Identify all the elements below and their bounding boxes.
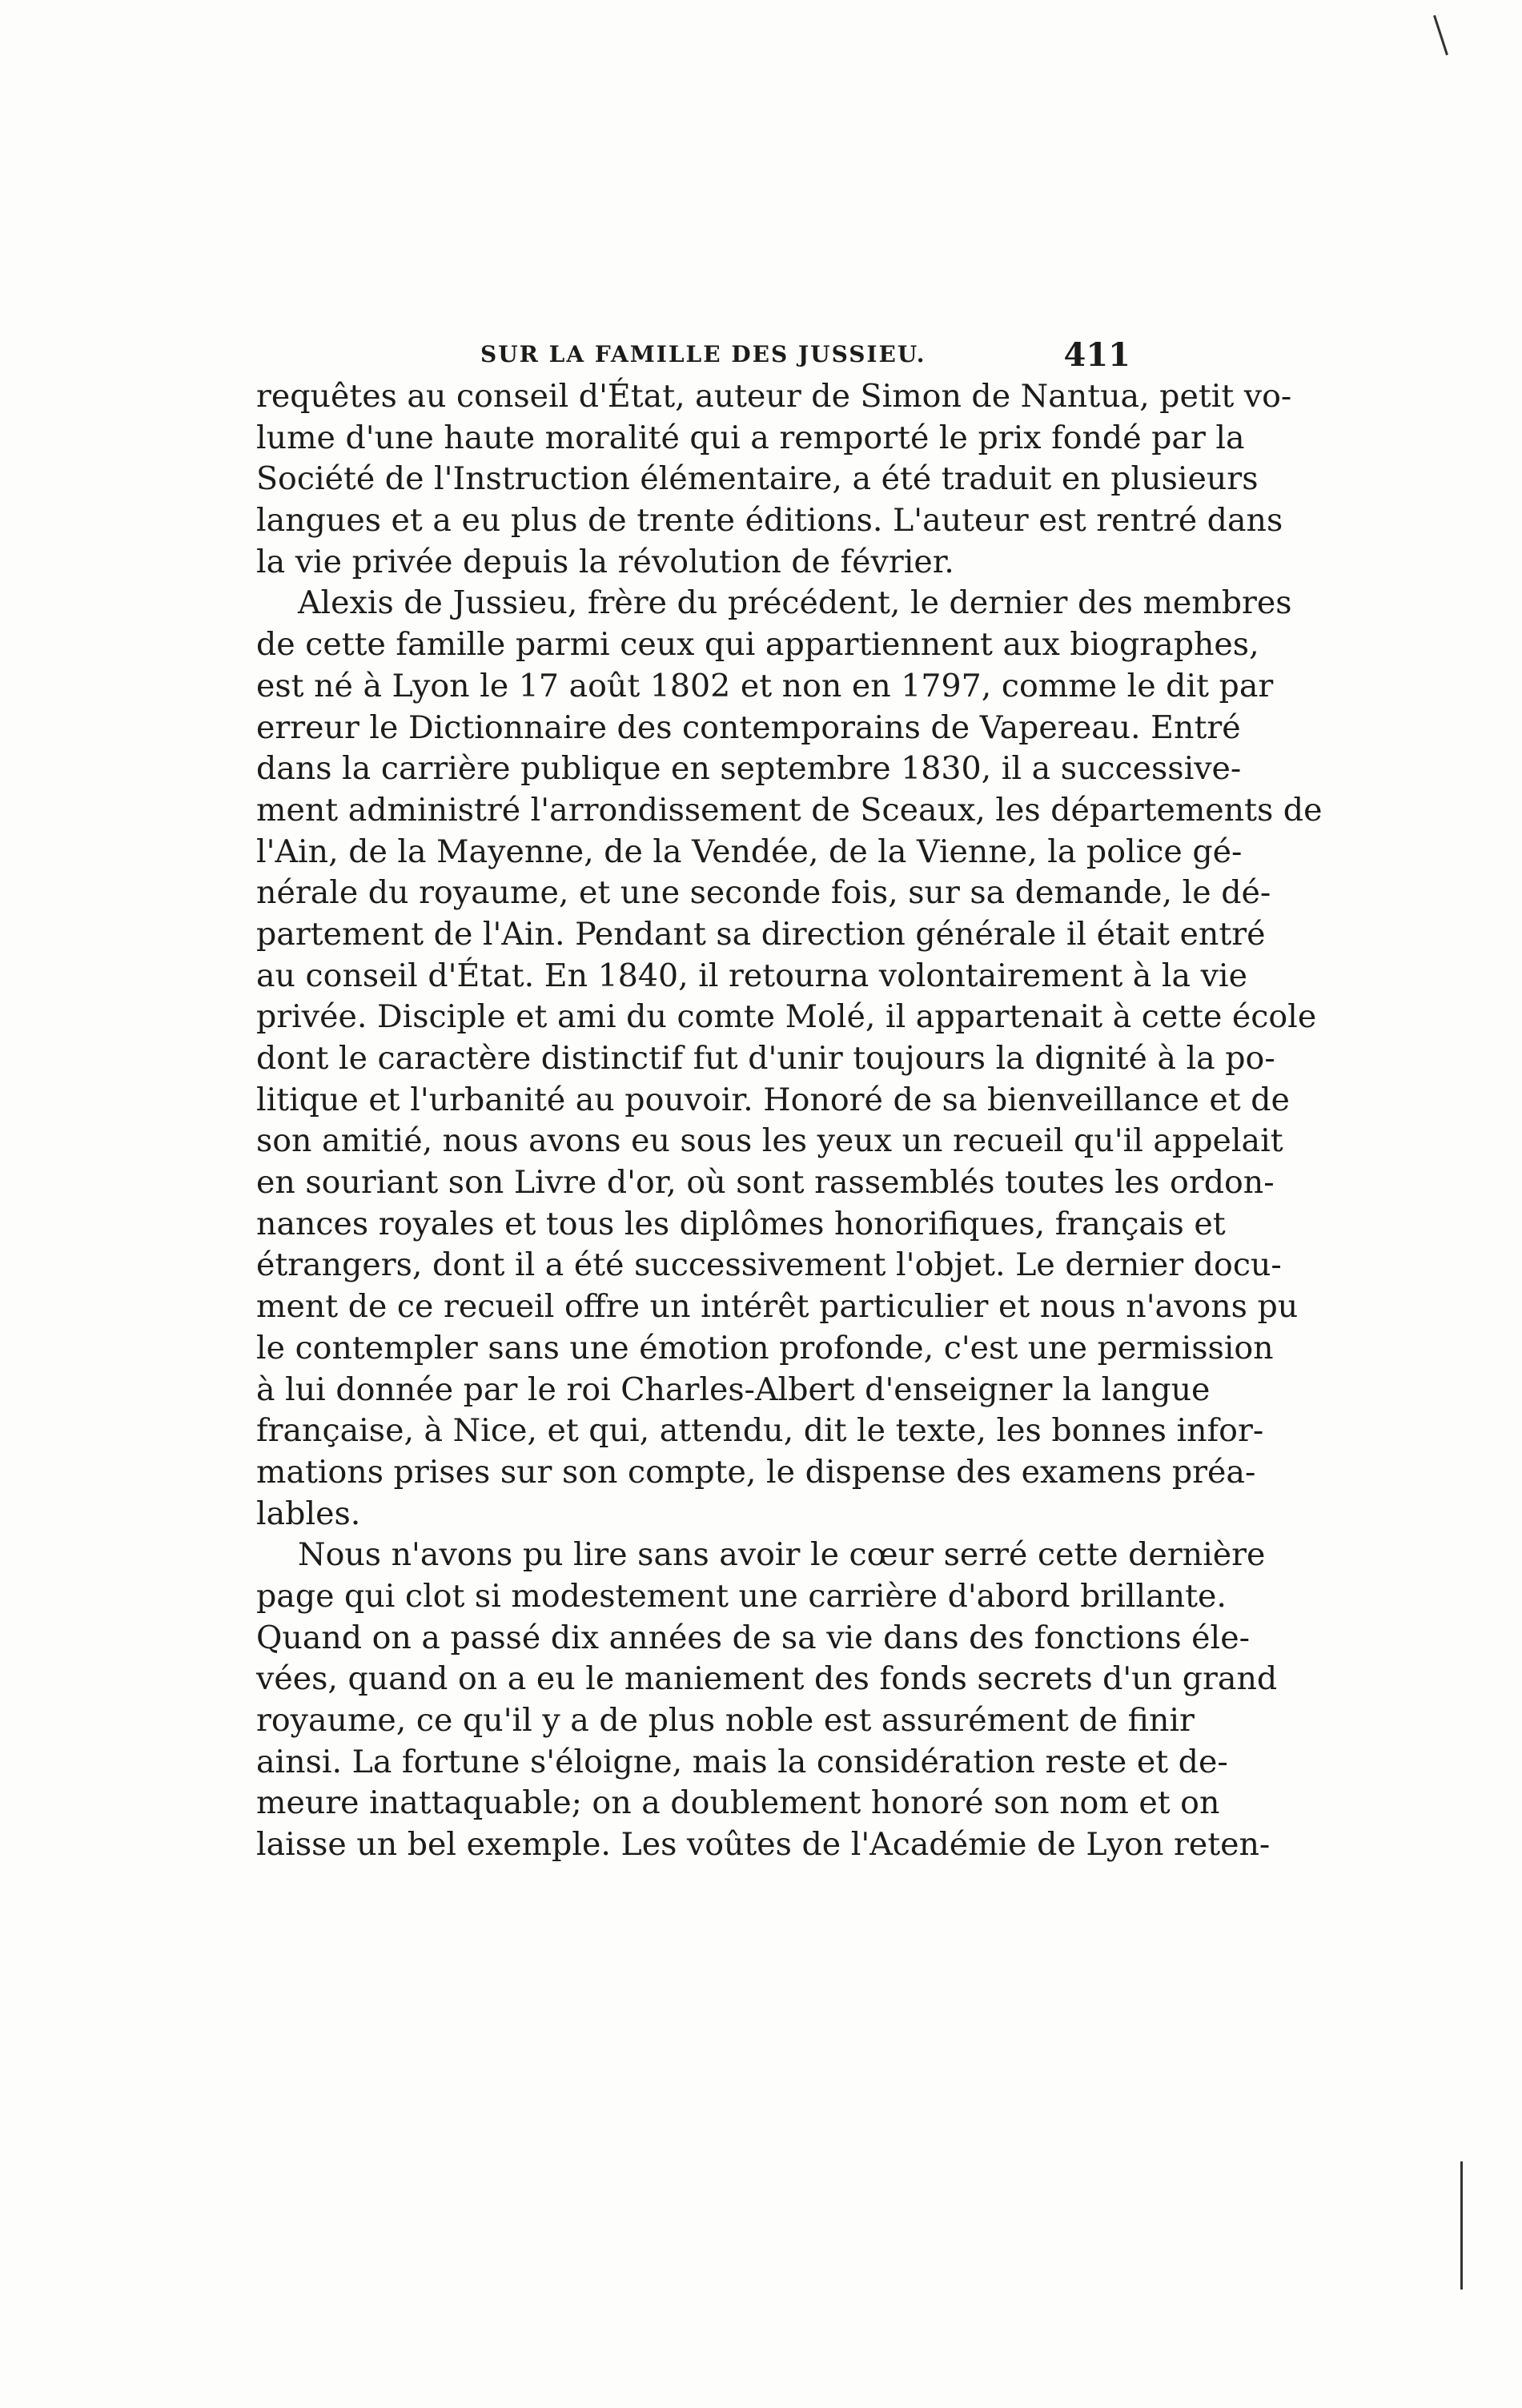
text-line: son amitié, nous avons eu sous les yeux un recueil qu'il appelait — [256, 1122, 1283, 1160]
text-line: à lui donnée par le roi Charles-Albert d'enseigner la langue — [256, 1371, 1211, 1408]
text-line: litique et l'urbanité au pouvoir. Honoré de sa bienveillance et de — [256, 1081, 1290, 1118]
text-line: meure inattaquable; on a doublement honoré son nom et on — [256, 1784, 1220, 1822]
text-line: au conseil d'État. En 1840, il retourna volontairement à la vie — [256, 957, 1247, 994]
text-line: ment de ce recueil offre un intérêt particulier et nous n'avons pu — [256, 1288, 1299, 1326]
text-line: nérale du royaume, et une seconde fois, sur sa demande, le dé- — [256, 874, 1271, 912]
text-line: Quand on a passé dix années de sa vie dans des fonctions éle- — [256, 1619, 1250, 1656]
paragraph-1 — [256, 376, 1292, 583]
text-line: lables. — [256, 1495, 361, 1532]
page-number: 411 — [1063, 336, 1130, 374]
running-head: SUR LA FAMILLE DES JUSSIEU. — [480, 341, 926, 367]
text-line: partement de l'Ain. Pendant sa direction générale il était entré — [256, 915, 1266, 953]
text-line: mations prises sur son compte, le dispense des examens préa- — [256, 1453, 1256, 1491]
text-line: royaume, ce qu'il y a de plus noble est assurément de finir — [256, 1702, 1195, 1739]
text-line: lume d'une haute moralité qui a remporté le prix fondé par la — [256, 419, 1245, 456]
text-line: privée. Disciple et ami du comte Molé, il appartenait à cette école — [256, 998, 1317, 1036]
body-text — [256, 376, 1323, 1866]
text-line: erreur le Dictionnaire des contemporains de Vapereau. Entré — [256, 708, 1241, 746]
text-line: ainsi. La fortune s'éloigne, mais la considération reste et de- — [256, 1743, 1228, 1780]
text-line: langues et a eu plus de trente éditions. L'auteur est rentré dans — [256, 502, 1283, 540]
text-line: nances royales et tous les diplômes honorifiques, français et — [256, 1205, 1226, 1242]
paragraph-3 — [256, 1535, 1278, 1866]
text-line: dans la carrière publique en septembre 1830, il a successive- — [256, 750, 1242, 788]
text-line: étrangers, dont il a été successivement l'objet. Le dernier docu- — [256, 1246, 1282, 1284]
text-line: dont le caractère distinctif fut d'unir toujours la dignité à la po- — [256, 1040, 1275, 1077]
corner-mark — [1433, 15, 1448, 55]
text-line: est né à Lyon le 17 août 1802 et non en 1797, comme le dit par — [256, 667, 1274, 704]
text-line: laisse un bel exemple. Les voûtes de l'Académie de Lyon reten- — [256, 1826, 1271, 1864]
text-line: française, à Nice, et qui, attendu, dit le texte, les bonnes infor- — [256, 1412, 1264, 1450]
margin-line-mark — [1460, 2161, 1463, 2290]
page-header — [256, 336, 1130, 376]
text-line: Nous n'avons pu lire sans avoir le cœur serré cette dernière — [298, 1536, 1266, 1574]
text-line: Société de l'Instruction élémentaire, a été traduit en plusieurs — [256, 460, 1259, 498]
text-line: l'Ain, de la Mayenne, de la Vendée, de la Vienne, la police gé- — [256, 833, 1243, 870]
text-line: de cette famille parmi ceux qui appartiennent aux biographes, — [256, 626, 1259, 664]
text-line: en souriant son Livre d'or, où sont rassemblés toutes les ordon- — [256, 1164, 1275, 1202]
text-line: ment administré l'arrondissement de Sceaux, les départements de — [256, 791, 1323, 829]
text-line: vées, quand on a eu le maniement des fonds secrets d'un grand — [256, 1660, 1278, 1698]
text-line: requêtes au conseil d'État, auteur de Simon de Nantua, petit vo- — [256, 378, 1292, 415]
text-line: Alexis de Jussieu, frère du précédent, le dernier des membres — [298, 584, 1292, 622]
paragraph-2 — [256, 583, 1323, 1535]
text-line: la vie privée depuis la révolution de février. — [256, 543, 954, 580]
text-line: page qui clot si modestement une carrière d'abord brillante. — [256, 1577, 1227, 1615]
text-line: le contempler sans une émotion profonde, c'est une permission — [256, 1329, 1274, 1367]
